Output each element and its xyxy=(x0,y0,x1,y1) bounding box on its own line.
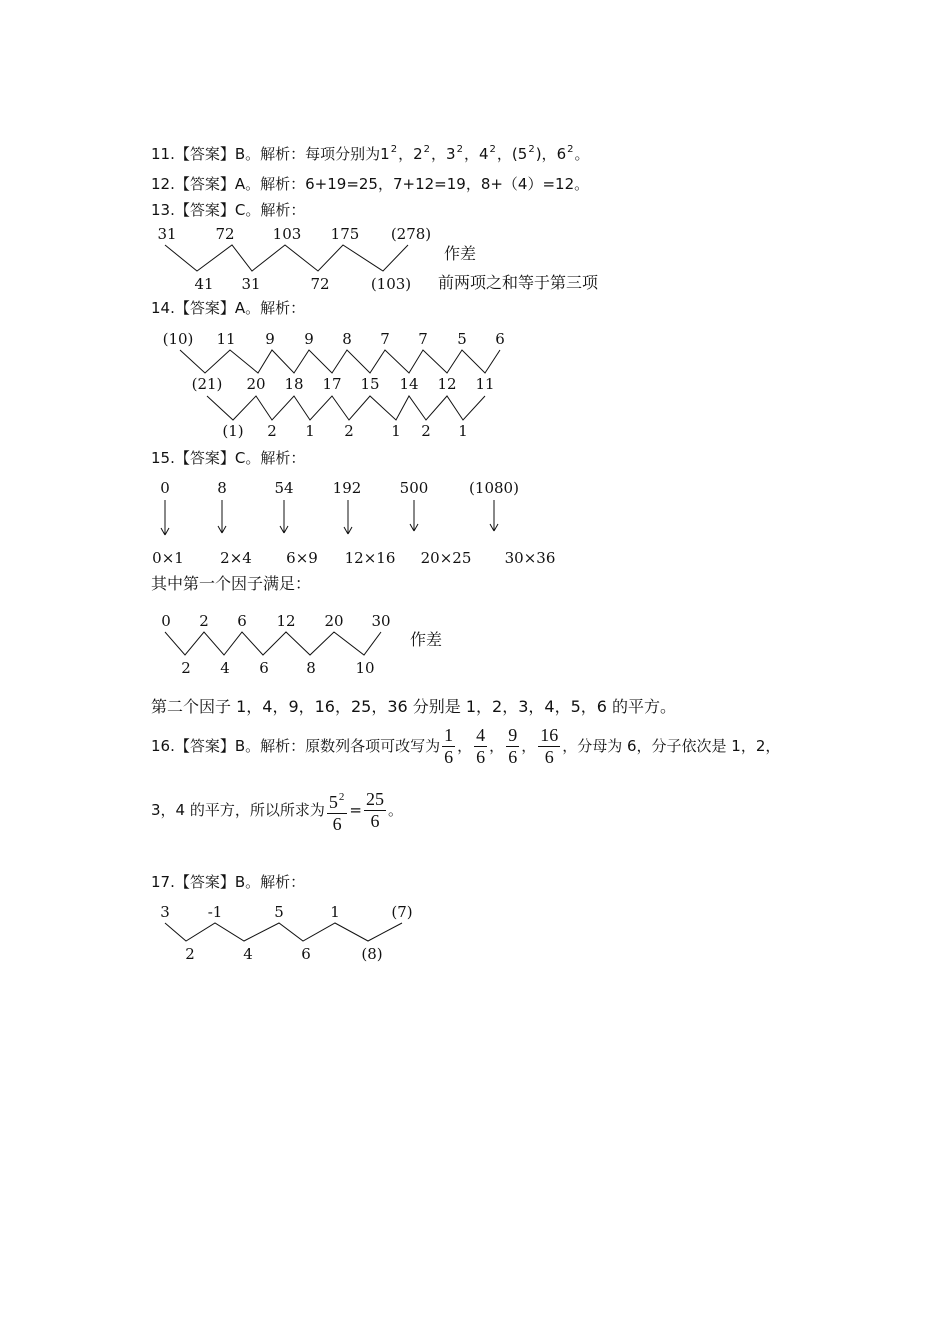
q11-t2: $2^2$ xyxy=(413,144,431,163)
q14-r1-6: 7 xyxy=(418,330,428,348)
q14-r3-6: 1 xyxy=(458,422,468,440)
q13-zigzag xyxy=(165,245,408,271)
q15-f-top-3: 12 xyxy=(276,612,296,630)
q14-r1-2: 9 xyxy=(265,330,275,348)
q11-t1: $1^2$ xyxy=(380,144,398,163)
q14-r2-4: 15 xyxy=(360,375,380,393)
q17-heading: 17.【答案】B。解析： xyxy=(151,873,306,891)
q15-f-top-1: 2 xyxy=(199,612,209,630)
q11-line: 11.【答案】B。解析：每项分别为$1^2$，$2^2$，$3^2$，$4^2$，$(5^2)$，$6^2$。 xyxy=(151,144,590,163)
q14-r2-7: 11 xyxy=(475,375,495,393)
q14-r2-0: (21) xyxy=(191,375,223,393)
q14-r1-4: 8 xyxy=(342,330,352,348)
q16-result-frac: $\frac{25}{6}$ xyxy=(365,789,384,831)
q14-upper-zigzag xyxy=(180,350,500,373)
q15-factor-zigzag xyxy=(165,632,381,655)
q14-r2-3: 17 xyxy=(322,375,342,393)
q15-prod-1: 2×4 xyxy=(220,549,252,567)
q15-prod-2: 6×9 xyxy=(286,549,318,567)
q15-note2: 第二个因子 1，4，9，16，25，36 分别是 1，2，3，4，5，6 的平方。 xyxy=(151,697,677,716)
q14-r1-1: 11 xyxy=(216,330,236,348)
q14-r1-0: (10) xyxy=(162,330,194,348)
q13-bottom-0: 41 xyxy=(194,275,214,293)
q14-r1-8: 6 xyxy=(495,330,505,348)
q14-r1-5: 7 xyxy=(380,330,390,348)
q11-t3: $3^2$ xyxy=(446,144,463,163)
q15-prod-4: 20×25 xyxy=(420,549,472,567)
q17-zigzag xyxy=(165,923,402,941)
q14-r3-4: 1 xyxy=(391,422,401,440)
q16-line1: 16.【答案】B。解析：原数列各项可改写为 $\frac{1}{6}$ ， $\frac{4}{6}$ ， $\frac{9}{6}$ ， $\frac{16}{6}$ ，分母为 6，分子依次是 1，2， xyxy=(151,725,781,767)
q17-top-2: 5 xyxy=(274,903,284,921)
q14-r2-2: 18 xyxy=(284,375,304,393)
q15-prod-0: 0×1 xyxy=(152,549,184,567)
q13-top-3: 175 xyxy=(330,225,360,243)
q15-f-top-4: 20 xyxy=(324,612,344,630)
q15-f-top-0: 0 xyxy=(161,612,171,630)
q17-top-4: (7) xyxy=(391,903,413,921)
q15-heading: 15.【答案】C。解析： xyxy=(151,449,306,467)
q16-frac-2: $\frac{4}{6}$ xyxy=(476,725,486,767)
q15-prod-3: 12×16 xyxy=(344,549,396,567)
q11-t6: $6^2$ xyxy=(556,144,574,163)
q16-line2: 3，4 的平方，所以所求为 $\frac{5^2}{6}$ = $\frac{25}{6}$ 。 xyxy=(151,786,403,834)
q14-r3-2: 1 xyxy=(305,422,315,440)
q17-bottom-3: (8) xyxy=(361,945,383,963)
q13-bottom-1: 31 xyxy=(241,275,261,293)
q13-top-0: 31 xyxy=(157,225,177,243)
q13-top-1: 72 xyxy=(215,225,235,243)
q13-top-2: 103 xyxy=(272,225,302,243)
q15-f-top-5: 30 xyxy=(371,612,391,630)
q15-f-top-2: 6 xyxy=(237,612,247,630)
q16-frac-1: $\frac{1}{6}$ xyxy=(444,725,454,767)
q15-top-2: 54 xyxy=(274,479,294,497)
q13-label-diff: 作差 xyxy=(444,244,477,263)
q16-frac-4: $\frac{16}{6}$ xyxy=(540,725,559,767)
q11-t5: $(5^2)$ xyxy=(511,144,542,163)
q13-bottom-2: 72 xyxy=(310,275,330,293)
q15-note1: 其中第一个因子满足： xyxy=(151,574,312,593)
q14-r2-6: 12 xyxy=(437,375,457,393)
q17-top-3: 1 xyxy=(330,903,340,921)
q17-bottom-0: 2 xyxy=(185,945,195,963)
q17-bottom-2: 6 xyxy=(301,945,311,963)
q14-r1-3: 9 xyxy=(304,330,314,348)
q14-r1-7: 5 xyxy=(457,330,467,348)
q12-line: 12.【答案】A。解析：6+19=25，7+12=19，8+（4）=12。 xyxy=(151,175,590,193)
q15-f-bot-4: 10 xyxy=(355,659,375,677)
q14-r3-0: (1) xyxy=(222,422,244,440)
q17-top-1: -1 xyxy=(207,903,223,921)
q14-heading: 14.【答案】A。解析： xyxy=(151,299,306,317)
q13-label-rule: 前两项之和等于第三项 xyxy=(438,273,599,292)
q14-lower-zigzag xyxy=(207,396,485,420)
q15-top-3: 192 xyxy=(332,479,362,497)
q14-r3-1: 2 xyxy=(267,422,277,440)
q15-top-0: 0 xyxy=(160,479,170,497)
q17-top-0: 3 xyxy=(160,903,170,921)
q16-answer-frac: $\frac{5^2}{6}$ xyxy=(327,787,348,835)
q15-f-bot-2: 6 xyxy=(259,659,269,677)
q13-top-4: (278) xyxy=(390,225,432,243)
q13-bottom-3: (103) xyxy=(370,275,412,293)
q14-r3-3: 2 xyxy=(344,422,354,440)
q15-f-bot-1: 4 xyxy=(220,659,230,677)
q14-r2-5: 14 xyxy=(399,375,419,393)
q14-r3-5: 2 xyxy=(421,422,431,440)
q15-prod-5: 30×36 xyxy=(504,549,556,567)
q15-top-4: 500 xyxy=(399,479,429,497)
q11-t4: $4^2$ xyxy=(478,144,496,163)
q15-top-5: (1080) xyxy=(469,479,519,497)
q15-f-bot-3: 8 xyxy=(306,659,316,677)
q14-r2-1: 20 xyxy=(246,375,266,393)
q15-f-bot-0: 2 xyxy=(181,659,191,677)
q15-top-1: 8 xyxy=(217,479,227,497)
q13-heading: 13.【答案】C。解析： xyxy=(151,201,306,219)
q16-frac-3: $\frac{9}{6}$ xyxy=(508,725,518,767)
q15-label-diff: 作差 xyxy=(410,630,443,649)
q17-bottom-1: 4 xyxy=(243,945,253,963)
